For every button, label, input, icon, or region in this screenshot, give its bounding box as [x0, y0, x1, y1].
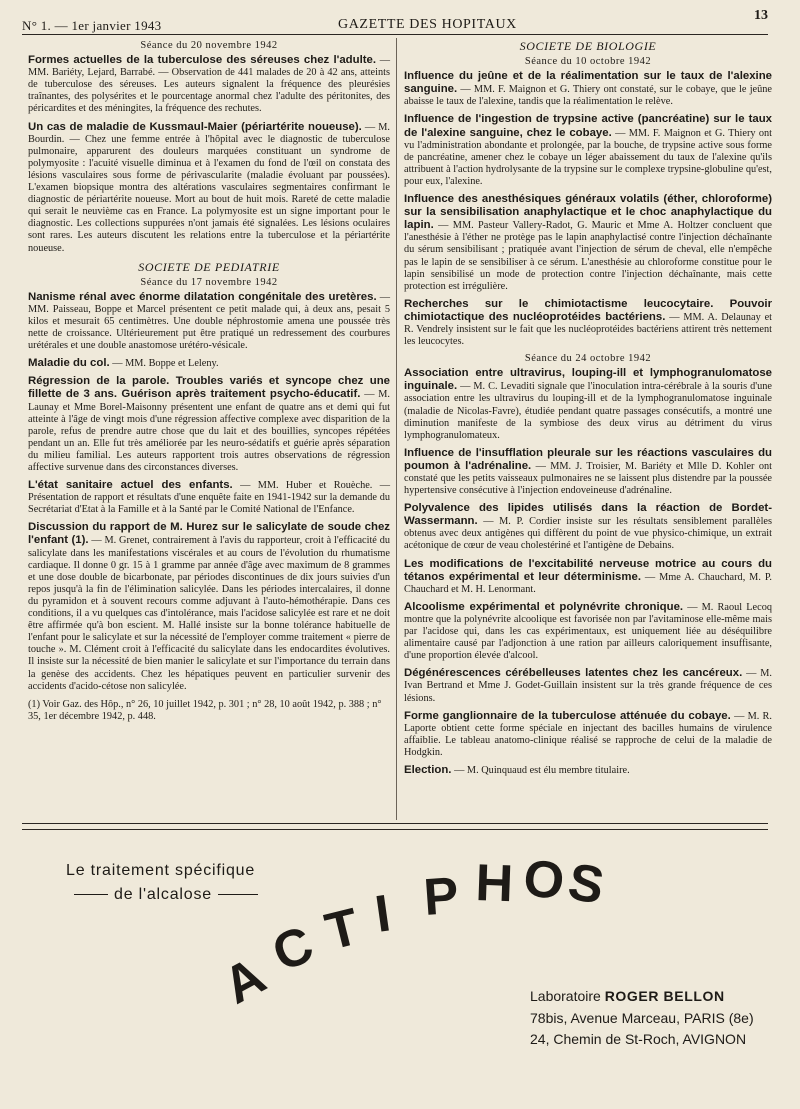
- report-entry: [28, 54, 390, 115]
- section-rule-top: [22, 823, 768, 824]
- right-column: [404, 40, 772, 782]
- issue-label: N° 1. — 1er janvier 1943: [22, 18, 162, 33]
- entry-title: L'état sanitaire actuel des enfants.: [28, 479, 233, 492]
- report-entry: [404, 558, 772, 596]
- brand-letter: A: [214, 946, 275, 1016]
- entry-title: Nanisme rénal avec énorme dilatation congénitale des uretères.: [28, 290, 377, 303]
- brand-letter: I: [371, 884, 394, 944]
- entry-text: — MM. Pasteur Vallery-Radot, G. Mauric et Mme A. Holtzer concluent que l'anesthésie à l'éther ne protège pas le lapin anaphylactisé contre l'injection déchaînante du sérum sensibilisant ; pratiquée avant l'injection de sérum de cheval, elle n'empêche pas le lapin de se sensibiliser à ce sérum. L'anesthésie au chloroforme constitue pour le lapin sensibilisé un mode de protection contre l'injection déchaînante, mais cette protection est irrégulière.: [404, 220, 772, 292]
- entry-text: — M. Raoul Lecoq montre que la polynévrite alcoolique est favorisée non par l'avitaminose elle-même mais par l'acidose qui, dans les cas expérimentaux, est uniquement liée au déséquilibre alimentaire causé par l'adjonction à une ration par ailleurs caloriquement insuffisante, d'une proportion élevée d'alcool.: [404, 601, 772, 662]
- entry-text: — MM. F. Maignon et G. Thiery ont vu l'administration abondante et prolongée, par la bouche, de trypsine active sous forme de pancréatine, amener chez le cobaye un léger abaissement du taux de l'alexine qu'ils attribuent à l'action hydrolysante de la trypsine sur le complexe trypsine-globuline qu'est, pour eux, l'alexine.: [404, 127, 773, 187]
- brand-letter: P: [421, 866, 461, 927]
- report-entry: [404, 70, 772, 108]
- lab-line: [530, 988, 725, 1004]
- entry-title: Influence de l'ingestion de trypsine active (pancréatine) sur le taux de l'alexine sanguine, chez le cobaye.: [404, 113, 772, 139]
- lab-prefix: Laboratoire: [530, 988, 601, 1004]
- report-entry: [28, 521, 390, 692]
- entry-text: — M. Bourdin. — Chez une femme entrée à l'hôpital avec le diagnostic de tuberculose pulmonaire, apparurent des douleurs marquées constituant un syndrome de polymyosite : l'acuité visuelle diminua et à l'examen du fond de l'œil on constata des lésions vasculaires sous forme de périvascularite (maladie évoluant par poussées). L'examen biopsique montra des altérations vasculaires segmentaires confirmant le diagnostic de périartérite noueuse. Mort au bout de huit mois. Rareté de cette maladie qui serait le neuvième cas en France. La polymyosite est un signe important pour le diagnostic. Les collections suppurées n'ont jamais été signalées. Les lésions oculaires sont rares. Les auteurs discutent les relations entre la tuberculose et la périartérite noueuse.: [28, 121, 390, 254]
- society-heading: SOCIETE DE PEDIATRIE: [138, 259, 280, 274]
- report-entry: [404, 502, 772, 552]
- ad-tagline-text1: Le traitement spécifique: [66, 862, 256, 879]
- entry-title: Recherches sur le chimiotactisme leucocytaire. Pouvoir chimiotactique des nucléoprotéides bactériens.: [404, 297, 772, 323]
- entry-title: Influence de l'insufflation pleurale sur les réactions vasculaires du poumon à l'adrénaline.: [404, 446, 772, 472]
- entry-text: — M. Launay et Mme Borel-Maisonny présentent une enfant de quatre ans et demi qui fut atteinte à l'âge de vingt mois d'une régression affective complexe avec disparition de la parole, refus de prendre autre chose que du lait et des bouillies, syncopes répétées pendant un an. Elle fut très améliorée par les neuro-sédatifs et guérie après séparation du milieu familial. Les auteurs rapportent trois autres observations de régression affective survenue dans des circonstances diverses.: [28, 389, 390, 473]
- entry-title: Influence du jeûne et de la réalimentation sur le taux de l'alexine sanguine.: [404, 70, 772, 96]
- session-date: Séance du 17 novembre 1942: [140, 276, 278, 288]
- entry-text: — Mme A. Chauchard, M. P. Chauchard et M. H. Lenormant.: [404, 571, 772, 595]
- entry-text: — MM. Paisseau, Boppe et Marcel présentent ce petit malade qui, à deux ans, pesait 5 kilos et mesurait 65 centimètres. Une double néphrostomie amena une poussée très nette de croissance. Ultérieurement put être pratiqué un redressement des courbures urétérales et une double anastomose urétéro-vésicale.: [28, 291, 390, 352]
- entry-title: Maladie du col.: [28, 357, 110, 370]
- dash-right: [218, 894, 258, 895]
- report-entry: [28, 291, 390, 352]
- entry-text: — MM. J. Troisier, M. Bariéty et Mlle D. Kohler ont constaté que les petits vaisseaux pulmonaires ne se laissent plus distendre par la poussée hypertensive consécutive à l'injection endoveineuse d'adrénaline.: [404, 460, 772, 497]
- entry-title: Formes actuelles de la tuberculose des séreuses chez l'adulte.: [28, 54, 377, 67]
- report-entry: [404, 113, 772, 188]
- ad-tagline-line2: [68, 886, 264, 904]
- entry-text: — M. P. Cordier insiste sur les résultats sensiblement parallèles obtenus avec deux antigènes qui diffèrent du point de vue physico-chimique, un extrait acétonique de cœur de veau cholestériné et l'antigène de Debains.: [404, 516, 773, 552]
- address-line-2: [530, 1031, 746, 1047]
- report-entry: [404, 298, 772, 348]
- page-number: 13: [754, 8, 768, 23]
- entry-text: — M. Quinquaud est élu membre titulaire.: [454, 764, 630, 776]
- entry-title: Discussion du rapport de M. Hurez sur le salicylate de soude chez l'enfant (1).: [28, 521, 390, 547]
- section-rule-bottom: [22, 829, 768, 830]
- brand-letter: H: [474, 854, 515, 914]
- entry-title: Election.: [404, 763, 452, 776]
- entry-title: Les modifications de l'excitabilité nerveuse motrice au cours du tétanos expérimental et leur déterminisme.: [404, 557, 772, 583]
- entry-title: Influence des anesthésiques généraux volatils (éther, chloroforme) sur la sensibilisation anaphylactique et le choc anaphylactique du lapin.: [404, 193, 772, 232]
- column-divider: [396, 38, 397, 820]
- report-entry: [404, 764, 772, 777]
- ad-tagline-line1: [66, 862, 255, 880]
- report-entry: [404, 367, 772, 442]
- society-heading: SOCIETE DE BIOLOGIE: [519, 39, 657, 53]
- entry-text: — M. Ivan Bertrand et Mme J. Godet-Guillain insistent sur la très grande fréquence de ces lésions.: [404, 668, 772, 704]
- footnote: (1) Voir Gaz. des Hôp., n° 26, 10 juillet 1942, p. 301 ; n° 28, 10 août 1942, p. 388 ; n° 35, 1er décembre 1942, p. 448.: [28, 698, 382, 722]
- lab-name: ROGER BELLON: [604, 988, 725, 1004]
- ad-tagline-text2: de l'alcalose: [114, 886, 212, 903]
- journal-title: GAZETTE DES HOPITAUX: [338, 17, 517, 32]
- report-entry: [28, 121, 390, 255]
- report-entry: [404, 667, 772, 704]
- brand-letter: C: [264, 915, 322, 984]
- brand-letter: O: [520, 849, 568, 912]
- brand-letter: S: [563, 852, 609, 916]
- page-header: [22, 8, 768, 35]
- address-text-1: 78bis, Avenue Marceau, PARIS (8e): [530, 1010, 754, 1026]
- entry-title: Forme ganglionnaire de la tuberculose atténuée du cobaye.: [404, 709, 731, 722]
- session-date: Séance du 20 novembre 1942: [140, 40, 278, 51]
- entry-text: — MM. F. Maignon et G. Thiery ont constaté, sur le cobaye, que le jeûne abaisse le taux de l'alexine, tandis que la réalimentation le relève.: [404, 84, 772, 108]
- address-line-1: [530, 1010, 754, 1026]
- session-date: Séance du 10 octobre 1942: [524, 56, 652, 68]
- entry-text: — M. R. Laporte obtient cette forme spéciale en injectant des bacilles humains de virulence affaiblie. Le tableau anatomo-clinique réalisé se rapproche de celui de la maladie de Hodgkin.: [404, 710, 773, 758]
- report-entry: [28, 479, 390, 516]
- brand-letter: T: [319, 897, 365, 962]
- entry-title: Régression de la parole. Troubles variés et syncope chez une fillette de 3 ans. Guérison après traitement psycho-éducatif.: [28, 375, 390, 401]
- report-entry: [404, 710, 772, 759]
- report-entry: [28, 375, 390, 474]
- report-entry: [404, 447, 772, 497]
- entry-text: — MM. Boppe et Leleny.: [112, 358, 219, 370]
- entry-title: Alcoolisme expérimental et polynévrite chronique.: [404, 600, 684, 613]
- entry-title: Dégénérescences cérébelleuses latentes chez les cancéreux.: [404, 667, 743, 680]
- report-entry: [404, 601, 772, 662]
- entry-text: — MM. A. Delaunay et R. Vendrely insistent sur le fait que les nucléoprotéides bactériens attirent très nettement les leucocytes.: [404, 311, 773, 348]
- report-entry: [404, 193, 772, 293]
- address-text-2: 24, Chemin de St-Roch, AVIGNON: [530, 1031, 747, 1047]
- dash-left: [74, 894, 108, 895]
- entry-title: Un cas de maladie de Kussmaul-Maier (périartérite noueuse).: [28, 120, 362, 133]
- report-entry: [28, 357, 390, 370]
- session-date: Séance du 24 octobre 1942: [524, 353, 652, 365]
- entry-text: — MM. Bariéty, Lejard, Barrabé. — Observation de 441 malades de 20 à 42 ans, atteints de tuberculose des séreuses. Les auteurs signalent la fréquence des pleurésies traînantes, des polysérites et le pourcentage anormal chez l'adulte des péritonites, des péricardites et des méningites, la fréquence des rechutes.: [28, 55, 391, 115]
- entry-title: Polyvalence des lipides utilisés dans la réaction de Bordet-Wassermann.: [404, 502, 772, 528]
- left-column: [28, 40, 390, 723]
- entry-text: — MM. Huber et Rouèche. — Présentation de rapport et résultats d'une enquête faite en 1941-1942 sur la demande du Secrétariat d'Etat à la Famille et à la Santé par le Comité National de l'Enfance.: [28, 480, 390, 516]
- entry-title: Association entre ultravirus, louping-ill et lymphogranulomatose inguinale.: [404, 367, 772, 393]
- entry-text: — M. Grenet, contrairement à l'avis du rapporteur, croit à l'efficacité du salicylate dans les manifestations viscérales et au cours de l'évolution du rhumatisme cardiaque. Il donne 0 gr. 15 à 1 gramme par année d'âge avec maximum de 8 grammes et une dose double de bicarbonate, par périodes discontinues de dix jours suivies d'un repos jusqu'à la fin de l'élimination salicylée. Dans les périodes intercalaires, il donne du pyramidon et à souvent recours comme adjuvant à l'auto-hémothérapie. Dans ces conditions, il a vu quelques cas d'intolérance, mais l'acidose salicylée est rare et ne doit être affirmée qu'à bon escient. M. Hallé insiste sur la bonne tolérance habituelle de l'enfant pour le salicylate et sur la nécessité de l'employer comme traitement « pierre de touche ». M. Clément croit à l'efficacité du salicylate dans les endocardites évolutives. Il insiste sur la nécessité de bien manier le salicylate et sur l'importance du terrain dans la genèse des accidents. Chez les hépatiques peuvent en particulier survenir des accidents d'acido-cétose non salicylée.: [28, 535, 390, 692]
- entry-text: — M. C. Levaditi signale que l'inoculation intra-cérébrale à la souris d'une association entre les ultravirus du louping-ill et de la lymphogranulomatose inguinale (maladie de Nicolas-Favre), étudiée pendant quatre passages consécutifs, a montré une diminution manifeste de la symbiose des deux virus au détriment du virus lymphogranulomateux.: [404, 381, 772, 441]
